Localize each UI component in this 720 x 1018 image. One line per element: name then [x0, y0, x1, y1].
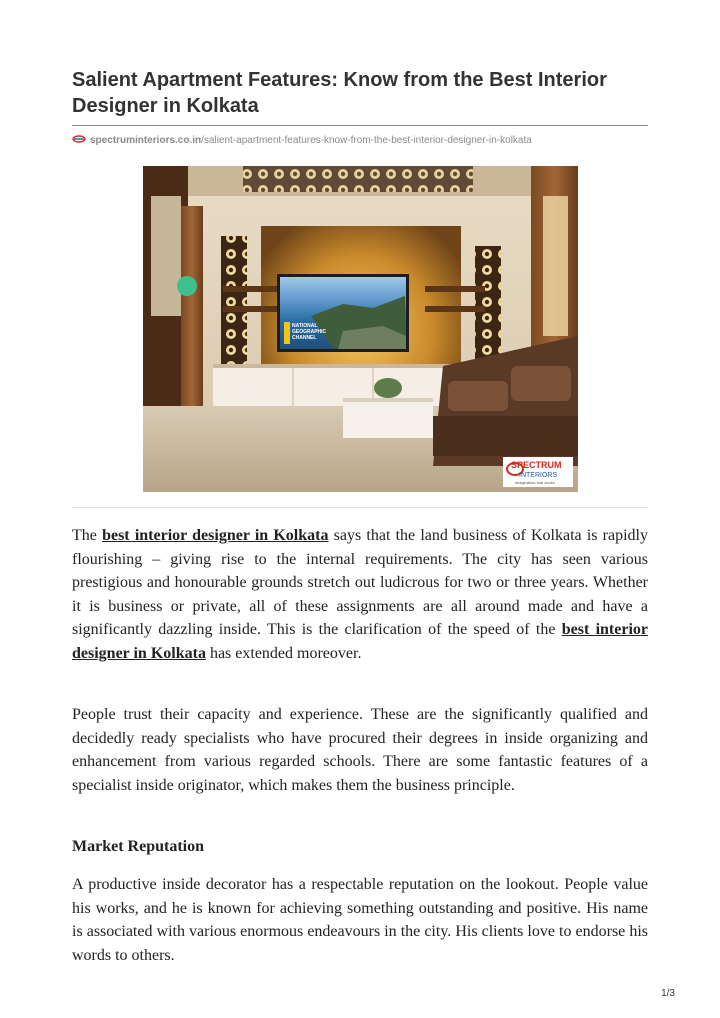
- title-divider: [72, 125, 648, 126]
- source-path[interactable]: /salient-apartment-features-know-from-the-best-interior-designer-in-kolkata: [201, 135, 532, 146]
- best-interior-designer-link-2[interactable]: best interior designer in Kolkata: [72, 621, 648, 662]
- source-url[interactable]: [72, 134, 672, 148]
- living-room-illustration: [143, 166, 578, 492]
- tv-brand-line2: GEOGRAPHIC: [292, 329, 327, 335]
- image-divider: [72, 507, 648, 508]
- tv-brand-line1: NATIONAL: [292, 323, 318, 329]
- page-number: 1/3: [661, 988, 675, 999]
- spectrum-favicon-icon: [72, 135, 86, 143]
- tv-brand-line3: CHANNEL: [292, 335, 317, 341]
- page-title: Salient Apartment Features: Know from the Best Interior Designer in Kolkata: [72, 69, 607, 117]
- paragraph-reputation: A productive inside decorator has a respectable reputation on the lookout. People value his works, and he is known for achieving something outstanding and positive. His name is associated with various enormous endeavours in the city. His clients love to endorse his words to others.: [72, 876, 648, 964]
- source-domain[interactable]: spectruminteriors.co.in: [90, 135, 202, 146]
- logo-sub: INTERIORS: [519, 472, 558, 479]
- paragraph-intro: The best interior designer in Kolkata says that the land business of Kolkata is rapidly flourishing – giving rise to the internal requirements. The city has seen various prestigious and honourable grounds stretch out ludicrous for two or three years. Whether it is business or private, all of these assignments are all around made and have a significantly dazzling inside. This is the clarification of the speed of the best interior designer in Kolkata has extended moreover.: [72, 527, 649, 662]
- interior-photo: [143, 166, 578, 492]
- logo-tag: imagination that works: [515, 480, 555, 485]
- best-interior-designer-link-1[interactable]: best interior designer in Kolkata: [102, 527, 329, 544]
- paragraph-trust: People trust their capacity and experience. These are the significantly qualified and decidedly ready specialists who have procured their degrees in inside organizing and enhancement from various regarded schools. There are some fantastic features of a specialist inside originator, which makes them the business principle.: [72, 706, 648, 794]
- logo-word: SPECTRUM: [511, 460, 562, 470]
- section-heading: Market Reputation: [72, 838, 204, 855]
